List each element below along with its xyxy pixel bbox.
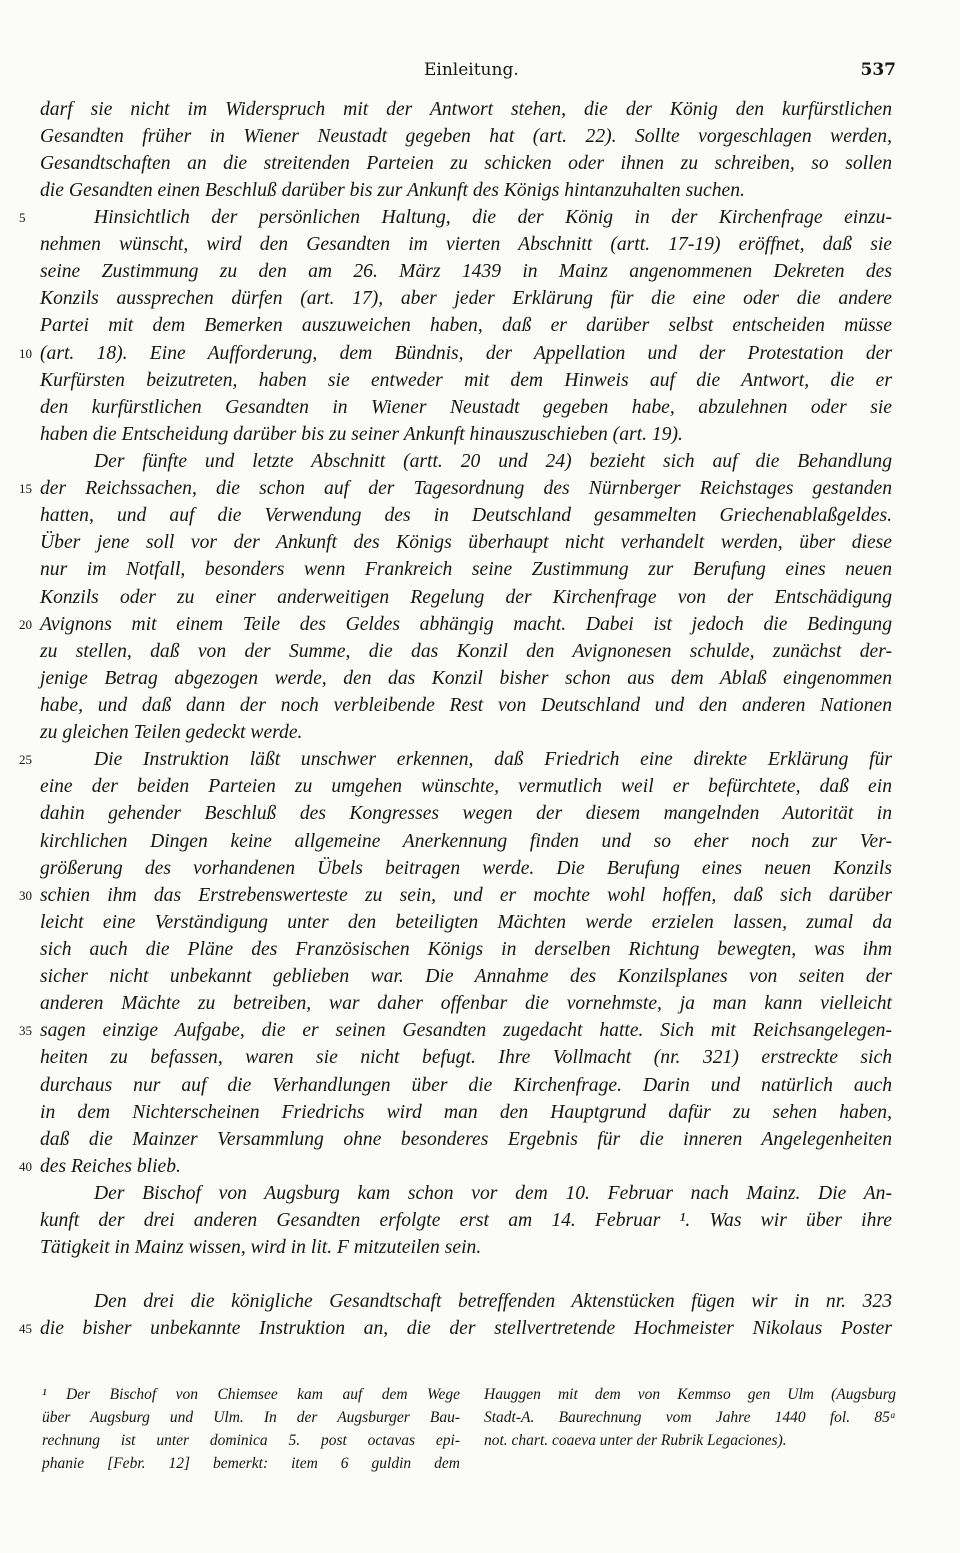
- text-line: Der Bischof von Augsburg kam schon vor dem 10. Februar nach Mainz. Die An-: [94, 1183, 892, 1204]
- footnote-right-column: [484, 1383, 896, 1452]
- text-line: haben die Entscheidung darüber bis zu seiner Ankunft hinauszuschieben (art. 19).: [40, 424, 683, 445]
- text-line: darf sie nicht im Widerspruch mit der Antwort stehen, die der König den kurfürstlichen: [40, 99, 892, 120]
- text-line: kirchlichen Dingen keine allgemeine Anerkennung finden und so eher noch zur Ver-: [40, 831, 892, 852]
- text-line: der Reichssachen, die schon auf der Tagesordnung des Nürnberger Reichstages gestanden: [40, 478, 892, 499]
- text-line: eine der beiden Parteien zu umgehen wünschte, vermutlich weil er befürchtete, daß ein: [40, 776, 892, 797]
- footnote-line: not. chart. coaeva unter der Rubrik Legaciones).: [484, 1432, 787, 1449]
- text-line: den kurfürstlichen Gesandten in Wiener Neustadt gegeben habe, abzulehnen oder sie: [40, 397, 892, 418]
- text-line: anderen Mächte zu betreiben, war daher offenbar die vornehmste, ja man kann vielleicht: [40, 993, 892, 1014]
- footnote-line: Stadt-A. Baurechnung vom Jahre 1440 fol. 85ᵃ: [484, 1409, 896, 1426]
- text-line: hatten, und auf die Verwendung des in Deutschland gesammelten Griechenablaßgeldes.: [40, 505, 892, 526]
- text-line: schien ihm das Erstrebenswerteste zu sein, und er mochte wohl hoffen, daß sich darüber: [40, 885, 892, 906]
- text-line: Partei mit dem Bemerken auszuweichen haben, daß er darüber selbst entscheiden müsse: [40, 315, 892, 336]
- text-line: Der fünfte und letzte Abschnitt (artt. 20 und 24) bezieht sich auf die Behandlung: [94, 451, 892, 472]
- text-line: (art. 18). Eine Aufforderung, dem Bündnis, der Appellation und der Protestation der: [40, 343, 892, 364]
- text-line: seine Zustimmung zu den am 26. März 1439 in Mainz angenommenen Dekreten des: [40, 261, 892, 282]
- text-line: Den drei die königliche Gesandtschaft betreffenden Aktenstücken fügen wir in nr. 323: [94, 1291, 892, 1312]
- line-number: 30: [19, 888, 32, 903]
- text-line: Gesandten früher in Wiener Neustadt gegeben hat (art. 22). Sollte vorgeschlagen werden,: [40, 126, 892, 147]
- footnote-line: Hauggen mit dem von Kemmso gen Ulm (Augsburg: [484, 1386, 896, 1403]
- text-line: jenige Betrag abgezogen werde, den das Konzil bisher schon aus dem Ablaß eingenommen: [40, 668, 892, 689]
- text-line: Kurfürsten beizutreten, haben sie entweder mit dem Hinweis auf die Antwort, die er: [40, 370, 892, 391]
- text-line: daß die Mainzer Versammlung ohne besonderes Ergebnis für die inneren Angelegenheiten: [40, 1129, 892, 1150]
- line-number: 10: [19, 346, 32, 361]
- text-line: Gesandtschaften an die streitenden Parteien zu schicken oder ihnen zu schreiben, so sollen: [40, 153, 892, 174]
- text-line: Avignons mit einem Teile des Geldes abhängig macht. Dabei ist jedoch die Bedingung: [40, 614, 892, 635]
- text-line: Über jene soll vor der Ankunft des Königs überhaupt nicht verhandelt werden, über diese: [40, 532, 892, 553]
- text-line: größerung des vorhandenen Übels beitragen werde. Die Berufung eines neuen Konzils: [40, 858, 892, 879]
- text-line: sich auch die Pläne des Französischen Königs in derselben Richtung bewegten, was ihm: [40, 939, 892, 960]
- text-line: Konzils oder zu einer anderweitigen Regelung der Kirchenfrage von der Entschädigung: [40, 587, 892, 608]
- text-line: dahin gehender Beschluß des Kongresses wegen der diesem mangelnden Autorität in: [40, 803, 892, 824]
- text-line: sagen einzige Aufgabe, die er seinen Gesandten zugedacht hatte. Sich mit Reichsangelegen-: [40, 1020, 892, 1041]
- text-line: sicher nicht unbekannt geblieben war. Die Annahme des Konzilsplanes von seiten der: [40, 966, 892, 987]
- text-line: durchaus nur auf die Verhandlungen über die Kirchenfrage. Darin und natürlich auch: [40, 1075, 892, 1096]
- text-line: leicht eine Verständigung unter den beteiligten Mächten werde erzielen lassen, zumal da: [40, 912, 892, 933]
- line-number: 5: [19, 210, 26, 225]
- line-number: 20: [19, 617, 32, 632]
- text-line: zu stellen, daß von der Summe, die das Konzil den Avignonesen schulde, zunächst der-: [40, 641, 892, 662]
- text-line: Konzils aussprechen dürfen (art. 17), aber jeder Erklärung für die eine oder die andere: [40, 288, 892, 309]
- text-line: habe, und daß dann der noch verbleibende Rest von Deutschland und den anderen Nationen: [40, 695, 892, 716]
- footnote-line: rechnung ist unter dominica 5. post octavas epi-: [42, 1432, 460, 1449]
- footnote-line: ¹ Der Bischof von Chiemsee kam auf dem Wege: [42, 1386, 460, 1403]
- line-number: 25: [19, 752, 32, 767]
- footnote-line: über Augsburg und Ulm. In der Augsburger Bau-: [42, 1409, 460, 1426]
- text-line: des Reiches blieb.: [40, 1156, 181, 1177]
- footnote-line: phanie [Febr. 12] bemerkt: item 6 guldin dem: [42, 1455, 460, 1472]
- footnote-left-column: [42, 1383, 460, 1475]
- line-number: 40: [19, 1159, 32, 1174]
- text-line: in dem Nichterscheinen Friedrichs wird man den Hauptgrund dafür zu sehen haben,: [40, 1102, 892, 1123]
- text-line: nehmen wünscht, wird den Gesandten im vierten Abschnitt (artt. 17-19) eröffnet, daß sie: [40, 234, 892, 255]
- text-line: Tätigkeit in Mainz wissen, wird in lit. F mitzuteilen sein.: [40, 1237, 482, 1258]
- text-line: Hinsichtlich der persönlichen Haltung, die der König in der Kirchenfrage einzu-: [94, 207, 892, 228]
- text-line: die bisher unbekannte Instruktion an, die der stellvertretende Hochmeister Nikolaus Poster: [40, 1318, 892, 1339]
- page-number: 537: [860, 60, 896, 80]
- text-line: nur im Notfall, besonders wenn Frankreich seine Zustimmung zur Berufung eines neuen: [40, 559, 892, 580]
- line-number: 15: [19, 481, 32, 496]
- text-line: Die Instruktion läßt unschwer erkennen, daß Friedrich eine direkte Erklärung für: [94, 749, 892, 770]
- text-line: kunft der drei anderen Gesandten erfolgte erst am 14. Februar ¹. Was wir über ihre: [40, 1210, 892, 1231]
- text-line: zu gleichen Teilen gedeckt werde.: [40, 722, 303, 743]
- line-number: 35: [19, 1023, 32, 1038]
- line-number: 45: [19, 1321, 32, 1336]
- text-line: heiten zu befassen, waren sie nicht befugt. Ihre Vollmacht (nr. 321) erstreckte sich: [40, 1047, 892, 1068]
- text-line: die Gesandten einen Beschluß darüber bis zur Ankunft des Königs hintanzuhalten suchen.: [40, 180, 745, 201]
- running-title: Einleitung.: [424, 60, 519, 80]
